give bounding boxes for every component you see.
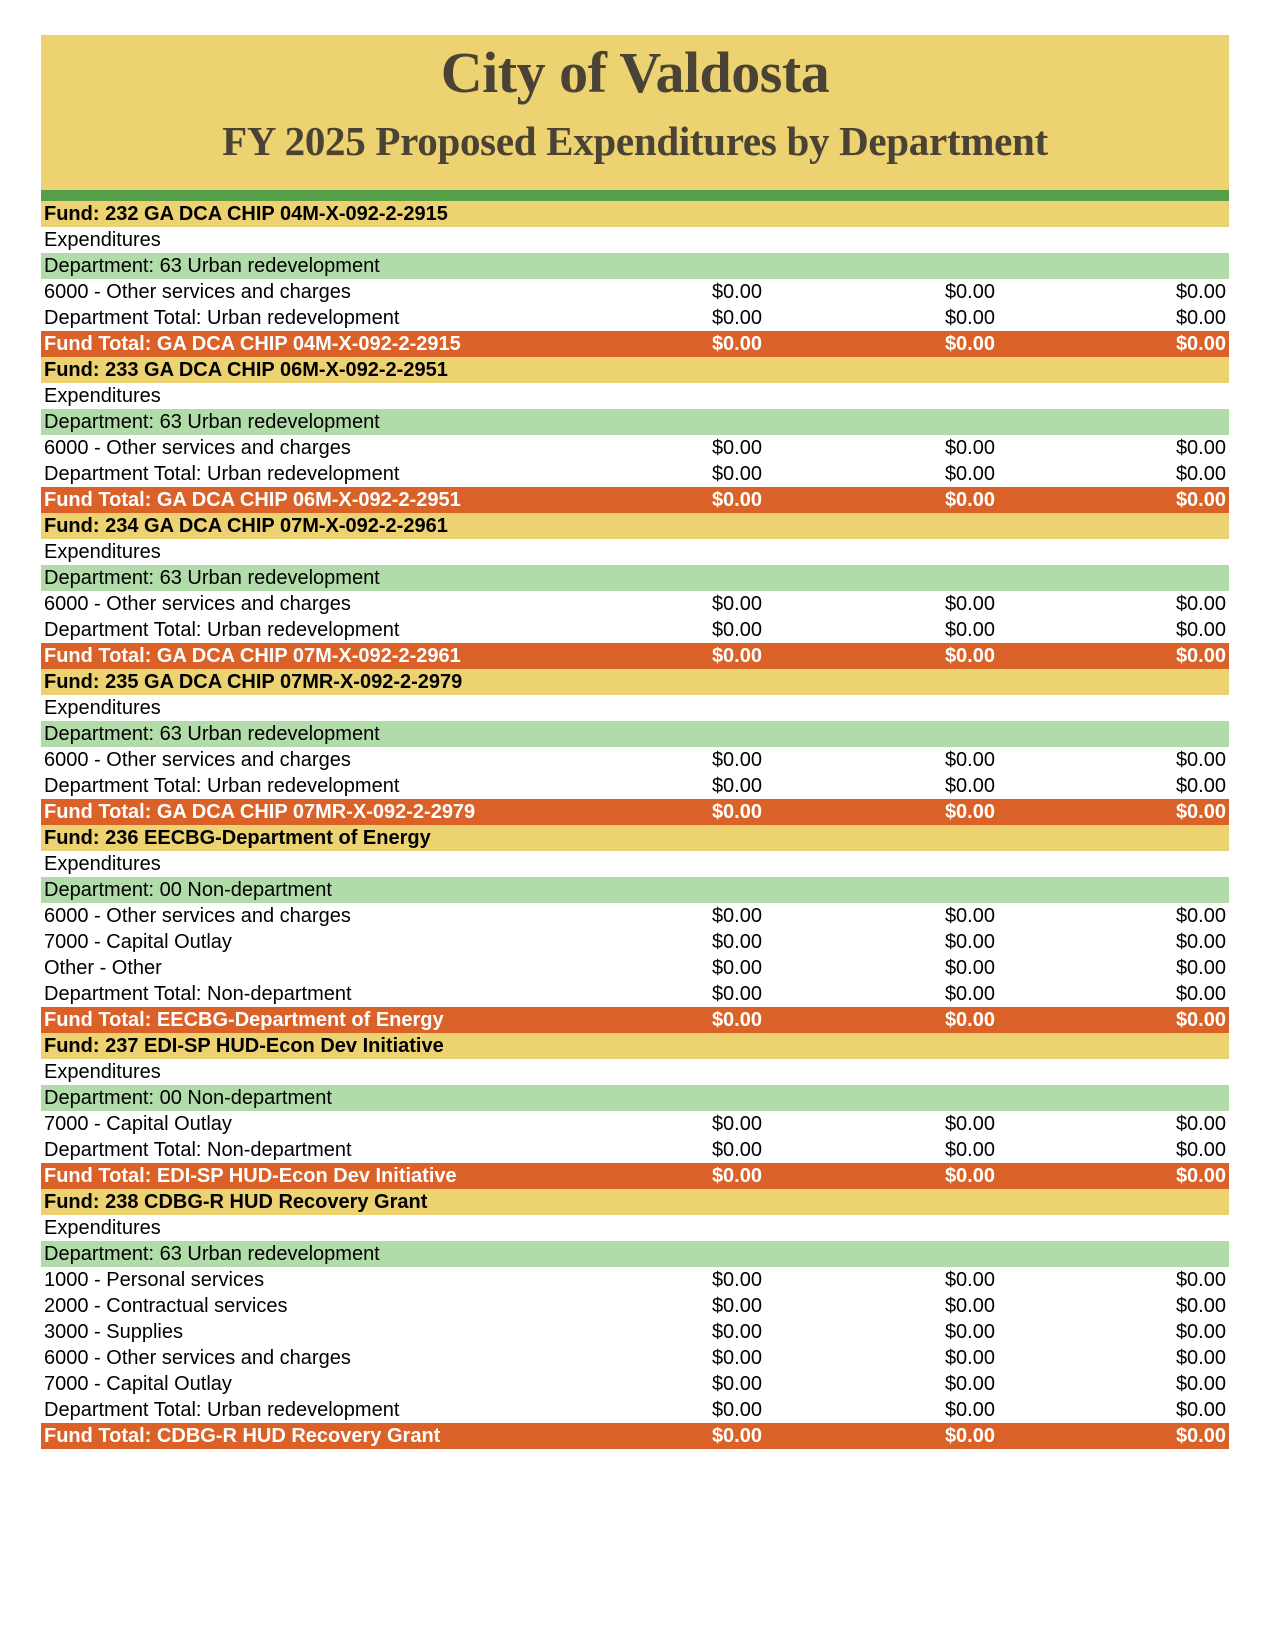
line-item-row bbox=[41, 747, 1229, 773]
fund-header-row-label: Fund: 238 CDBG-R HUD Recovery Grant bbox=[44, 1191, 428, 1213]
amount-col-1: $0.00 bbox=[711, 905, 762, 927]
amount-col-3: $0.00 bbox=[1175, 905, 1226, 927]
amount-col-2: $0.00 bbox=[944, 1321, 995, 1343]
department-total-row bbox=[41, 773, 1229, 799]
section-row-label: Expenditures bbox=[44, 541, 161, 563]
amount-col-1: $0.00 bbox=[711, 333, 762, 355]
line-item-row-label: 1000 - Personal services bbox=[44, 1269, 265, 1291]
amount-col-2: $0.00 bbox=[944, 489, 995, 511]
amount-col-2: $0.00 bbox=[944, 1269, 995, 1291]
amount-col-1: $0.00 bbox=[711, 1009, 762, 1031]
line-item-row-label: 6000 - Other services and charges bbox=[44, 905, 351, 927]
amount-col-3: $0.00 bbox=[1175, 593, 1226, 615]
amount-col-1: $0.00 bbox=[711, 931, 762, 953]
department-total-row bbox=[41, 617, 1229, 643]
fund-header-row bbox=[41, 1033, 1229, 1059]
report-header bbox=[41, 35, 1229, 190]
amount-col-2: $0.00 bbox=[944, 1347, 995, 1369]
line-item-row-label: 6000 - Other services and charges bbox=[44, 437, 351, 459]
amount-col-2: $0.00 bbox=[944, 775, 995, 797]
amount-col-1: $0.00 bbox=[711, 801, 762, 823]
amount-col-1: $0.00 bbox=[711, 1295, 762, 1317]
amount-col-1: $0.00 bbox=[711, 593, 762, 615]
line-item-row-label: 6000 - Other services and charges bbox=[44, 749, 351, 771]
amount-col-3: $0.00 bbox=[1175, 1425, 1226, 1447]
fund-total-row bbox=[41, 799, 1229, 825]
section-row-label: Expenditures bbox=[44, 1061, 161, 1083]
amount-col-3: $0.00 bbox=[1175, 1113, 1226, 1135]
amount-col-1: $0.00 bbox=[711, 1165, 762, 1187]
department-total-row-label: Department Total: Urban redevelopment bbox=[44, 1399, 400, 1421]
department-row-label: Department: 00 Non-department bbox=[44, 1087, 332, 1109]
section-row-label: Expenditures bbox=[44, 697, 161, 719]
line-item-row-label: 6000 - Other services and charges bbox=[44, 1347, 351, 1369]
amount-col-3: $0.00 bbox=[1175, 931, 1226, 953]
fund-total-row bbox=[41, 643, 1229, 669]
amount-col-2: $0.00 bbox=[944, 1139, 995, 1161]
line-item-row-label: 7000 - Capital Outlay bbox=[44, 1113, 232, 1135]
amount-col-3: $0.00 bbox=[1175, 749, 1226, 771]
amount-col-3: $0.00 bbox=[1175, 775, 1226, 797]
department-row bbox=[41, 1241, 1229, 1267]
amount-col-1: $0.00 bbox=[711, 1399, 762, 1421]
section-row bbox=[41, 695, 1229, 721]
line-item-row bbox=[41, 435, 1229, 461]
amount-col-2: $0.00 bbox=[944, 463, 995, 485]
report-title: City of Valdosta bbox=[440, 40, 830, 105]
section-row bbox=[41, 383, 1229, 409]
department-row-label: Department: 00 Non-department bbox=[44, 879, 332, 901]
amount-col-2: $0.00 bbox=[944, 593, 995, 615]
amount-col-1: $0.00 bbox=[711, 1425, 762, 1447]
line-item-row bbox=[41, 591, 1229, 617]
fund-total-row-label: Fund Total: EDI-SP HUD-Econ Dev Initiative bbox=[44, 1165, 457, 1187]
fund-total-row bbox=[41, 331, 1229, 357]
department-total-row-label: Department Total: Urban redevelopment bbox=[44, 619, 400, 641]
amount-col-2: $0.00 bbox=[944, 307, 995, 329]
department-row bbox=[41, 565, 1229, 591]
fund-header-row-label: Fund: 232 GA DCA CHIP 04M-X-092-2-2915 bbox=[44, 203, 448, 225]
fund-header-row bbox=[41, 669, 1229, 695]
line-item-row-label: 6000 - Other services and charges bbox=[44, 593, 351, 615]
amount-col-1: $0.00 bbox=[711, 1321, 762, 1343]
section-row bbox=[41, 1215, 1229, 1241]
fund-header-row bbox=[41, 1189, 1229, 1215]
department-total-row bbox=[41, 305, 1229, 331]
fund-header-row bbox=[41, 825, 1229, 851]
amount-col-1: $0.00 bbox=[711, 619, 762, 641]
line-item-row bbox=[41, 1111, 1229, 1137]
amount-col-2: $0.00 bbox=[944, 1399, 995, 1421]
department-row bbox=[41, 1085, 1229, 1111]
section-row bbox=[41, 227, 1229, 253]
amount-col-1: $0.00 bbox=[711, 463, 762, 485]
fund-header-row bbox=[41, 357, 1229, 383]
fund-total-row-label: Fund Total: GA DCA CHIP 07MR-X-092-2-2979 bbox=[44, 801, 476, 823]
amount-col-3: $0.00 bbox=[1175, 619, 1226, 641]
fund-total-row bbox=[41, 1007, 1229, 1033]
department-row-label: Department: 63 Urban redevelopment bbox=[44, 567, 380, 589]
fund-header-row-label: Fund: 237 EDI-SP HUD-Econ Dev Initiative bbox=[44, 1035, 444, 1057]
amount-col-3: $0.00 bbox=[1175, 1347, 1226, 1369]
amount-col-1: $0.00 bbox=[711, 1139, 762, 1161]
amount-col-1: $0.00 bbox=[711, 437, 762, 459]
line-item-row-label: 7000 - Capital Outlay bbox=[44, 1373, 232, 1395]
amount-col-3: $0.00 bbox=[1175, 1009, 1226, 1031]
amount-col-1: $0.00 bbox=[711, 1347, 762, 1369]
department-row bbox=[41, 409, 1229, 435]
line-item-row-label: Other - Other bbox=[44, 957, 162, 979]
amount-col-2: $0.00 bbox=[944, 957, 995, 979]
line-item-row-label: 6000 - Other services and charges bbox=[44, 281, 351, 303]
fund-header-row-label: Fund: 236 EECBG-Department of Energy bbox=[44, 827, 431, 849]
amount-col-1: $0.00 bbox=[711, 645, 762, 667]
line-item-row bbox=[41, 929, 1229, 955]
fund-header-row bbox=[41, 201, 1229, 227]
amount-col-3: $0.00 bbox=[1175, 645, 1226, 667]
amount-col-3: $0.00 bbox=[1175, 307, 1226, 329]
amount-col-2: $0.00 bbox=[944, 645, 995, 667]
line-item-row-label: 2000 - Contractual services bbox=[44, 1295, 288, 1317]
amount-col-3: $0.00 bbox=[1175, 463, 1226, 485]
line-item-row-label: 3000 - Supplies bbox=[44, 1321, 183, 1343]
report-subtitle: FY 2025 Proposed Expenditures by Department bbox=[222, 118, 1048, 164]
department-total-row-label: Department Total: Urban redevelopment bbox=[44, 463, 400, 485]
line-item-row bbox=[41, 955, 1229, 981]
section-row-label: Expenditures bbox=[44, 1217, 161, 1239]
amount-col-2: $0.00 bbox=[944, 1295, 995, 1317]
line-item-row-label: 7000 - Capital Outlay bbox=[44, 931, 232, 953]
amount-col-1: $0.00 bbox=[711, 307, 762, 329]
section-row bbox=[41, 851, 1229, 877]
amount-col-3: $0.00 bbox=[1175, 1269, 1226, 1291]
amount-col-2: $0.00 bbox=[944, 1165, 995, 1187]
amount-col-1: $0.00 bbox=[711, 775, 762, 797]
amount-col-2: $0.00 bbox=[944, 983, 995, 1005]
amount-col-3: $0.00 bbox=[1175, 437, 1226, 459]
department-total-row bbox=[41, 981, 1229, 1007]
amount-col-2: $0.00 bbox=[944, 931, 995, 953]
amount-col-3: $0.00 bbox=[1175, 489, 1226, 511]
amount-col-3: $0.00 bbox=[1175, 1321, 1226, 1343]
amount-col-3: $0.00 bbox=[1175, 1295, 1226, 1317]
section-row-label: Expenditures bbox=[44, 385, 161, 407]
fund-total-row bbox=[41, 1163, 1229, 1189]
department-total-row bbox=[41, 1137, 1229, 1163]
amount-col-2: $0.00 bbox=[944, 619, 995, 641]
department-row-label: Department: 63 Urban redevelopment bbox=[44, 1243, 380, 1265]
section-row bbox=[41, 539, 1229, 565]
section-row-label: Expenditures bbox=[44, 229, 161, 251]
amount-col-2: $0.00 bbox=[944, 1425, 995, 1447]
amount-col-3: $0.00 bbox=[1175, 1165, 1226, 1187]
department-row-label: Department: 63 Urban redevelopment bbox=[44, 411, 380, 433]
amount-col-1: $0.00 bbox=[711, 489, 762, 511]
department-total-row bbox=[41, 1397, 1229, 1423]
line-item-row bbox=[41, 1345, 1229, 1371]
section-row bbox=[41, 1059, 1229, 1085]
amount-col-1: $0.00 bbox=[711, 983, 762, 1005]
amount-col-2: $0.00 bbox=[944, 1009, 995, 1031]
department-total-row bbox=[41, 461, 1229, 487]
amount-col-3: $0.00 bbox=[1175, 983, 1226, 1005]
fund-total-row-label: Fund Total: GA DCA CHIP 06M-X-092-2-2951 bbox=[44, 489, 461, 511]
amount-col-2: $0.00 bbox=[944, 1373, 995, 1395]
amount-col-2: $0.00 bbox=[944, 905, 995, 927]
amount-col-2: $0.00 bbox=[944, 333, 995, 355]
department-total-row-label: Department Total: Urban redevelopment bbox=[44, 307, 400, 329]
department-row bbox=[41, 253, 1229, 279]
department-row bbox=[41, 721, 1229, 747]
amount-col-1: $0.00 bbox=[711, 749, 762, 771]
fund-total-row-label: Fund Total: GA DCA CHIP 04M-X-092-2-2915 bbox=[44, 333, 461, 355]
line-item-row bbox=[41, 1267, 1229, 1293]
amount-col-3: $0.00 bbox=[1175, 1399, 1226, 1421]
fund-total-row-label: Fund Total: CDBG-R HUD Recovery Grant bbox=[44, 1425, 441, 1447]
line-item-row bbox=[41, 1371, 1229, 1397]
fund-total-row-label: Fund Total: GA DCA CHIP 07M-X-092-2-2961 bbox=[44, 645, 461, 667]
section-row-label: Expenditures bbox=[44, 853, 161, 875]
department-row bbox=[41, 877, 1229, 903]
amount-col-2: $0.00 bbox=[944, 1113, 995, 1135]
fund-header-row-label: Fund: 233 GA DCA CHIP 06M-X-092-2-2951 bbox=[44, 359, 448, 381]
line-item-row bbox=[41, 1319, 1229, 1345]
amount-col-2: $0.00 bbox=[944, 749, 995, 771]
report-sheet bbox=[41, 35, 1229, 1449]
line-item-row bbox=[41, 903, 1229, 929]
department-total-row-label: Department Total: Non-department bbox=[44, 983, 352, 1005]
line-item-row bbox=[41, 1293, 1229, 1319]
fund-total-row bbox=[41, 487, 1229, 513]
fund-header-row-label: Fund: 235 GA DCA CHIP 07MR-X-092-2-2979 bbox=[44, 671, 463, 693]
department-total-row-label: Department Total: Urban redevelopment bbox=[44, 775, 400, 797]
expenditure-table bbox=[41, 201, 1229, 1449]
amount-col-3: $0.00 bbox=[1175, 957, 1226, 979]
line-item-row bbox=[41, 279, 1229, 305]
fund-header-row-label: Fund: 234 GA DCA CHIP 07M-X-092-2-2961 bbox=[44, 515, 448, 537]
amount-col-1: $0.00 bbox=[711, 281, 762, 303]
amount-col-3: $0.00 bbox=[1175, 1139, 1226, 1161]
amount-col-1: $0.00 bbox=[711, 1373, 762, 1395]
fund-header-row bbox=[41, 513, 1229, 539]
department-total-row-label: Department Total: Non-department bbox=[44, 1139, 352, 1161]
header-divider bbox=[41, 190, 1229, 201]
amount-col-1: $0.00 bbox=[711, 957, 762, 979]
amount-col-2: $0.00 bbox=[944, 437, 995, 459]
fund-total-row-label: Fund Total: EECBG-Department of Energy bbox=[44, 1009, 444, 1031]
amount-col-3: $0.00 bbox=[1175, 281, 1226, 303]
amount-col-1: $0.00 bbox=[711, 1269, 762, 1291]
amount-col-3: $0.00 bbox=[1175, 1373, 1226, 1395]
fund-total-row bbox=[41, 1423, 1229, 1449]
department-row-label: Department: 63 Urban redevelopment bbox=[44, 723, 380, 745]
amount-col-2: $0.00 bbox=[944, 801, 995, 823]
amount-col-1: $0.00 bbox=[711, 1113, 762, 1135]
department-row-label: Department: 63 Urban redevelopment bbox=[44, 255, 380, 277]
amount-col-2: $0.00 bbox=[944, 281, 995, 303]
amount-col-3: $0.00 bbox=[1175, 801, 1226, 823]
amount-col-3: $0.00 bbox=[1175, 333, 1226, 355]
